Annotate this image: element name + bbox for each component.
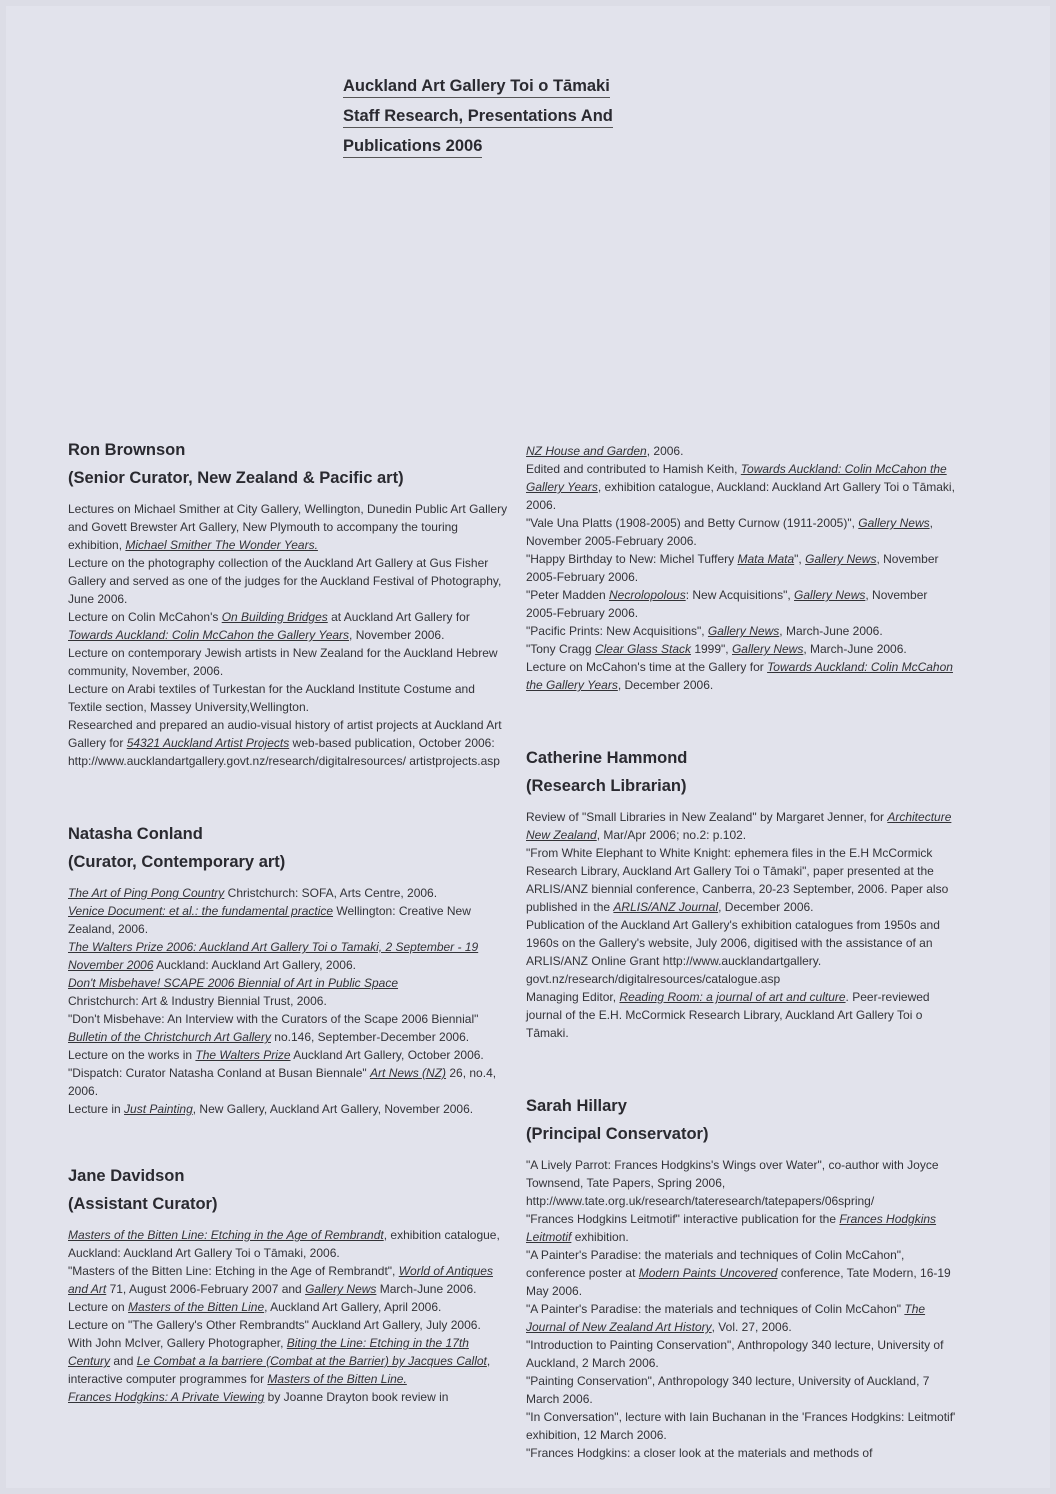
document-page [6, 6, 1050, 1488]
entry: Bulletin of the Christchurch Art Gallery no.146, September-December 2006. [68, 1030, 470, 1044]
left-column [68, 436, 508, 1406]
entry: Lectures on Michael Smither at City Gallery, Wellington, Dunedin Public Art Gallery and Govett Brewster Art Gallery, New Plymouth to accompany the touring exhibition, Michael Smither The Wonder Years. [68, 502, 508, 552]
staff-role: (Principal Conservator) [526, 1125, 709, 1143]
entry: "A Painter's Paradise: the materials and techniques of Colin McCahon", conference poster at Modern Paints Uncovered conference, Tate Modern, 16-19 May 2006. [526, 1248, 951, 1298]
section-ron-brownson [68, 436, 508, 770]
entry: "Masters of the Bitten Line: Etching in the Age of Rembrandt", World of Antiques and Art 71, August 2006-February 2007 and Gallery News March-June 2006. [68, 1264, 493, 1296]
entries [68, 884, 508, 1118]
section-natasha-conland [68, 820, 508, 1118]
entry: "A Lively Parrot: Frances Hodgkins's Wings over Water", co-author with Joyce Townsend, Tate Papers, Spring 2006, http://www.tate.org.uk/research/tateresearch/tatepapers/06spring/ [526, 1158, 939, 1208]
entry: "Tony Cragg Clear Glass Stack 1999", Gallery News, March-June 2006. [526, 642, 907, 656]
staff-role: (Research Librarian) [526, 777, 687, 795]
entry: Lecture on the photography collection of the Auckland Art Gallery at Gus Fisher Gallery and served as one of the judges for the Auckland Festival of Photography, June 2006. [68, 556, 502, 606]
entry: "Vale Una Platts (1908-2005) and Betty Curnow (1911-2005)", Gallery News, November 2005-February 2006. [526, 516, 933, 548]
section-jane-davidson [68, 1162, 508, 1406]
right-column [526, 442, 956, 1462]
entries [526, 1156, 956, 1462]
entry: "Frances Hodgkins: a closer look at the materials and methods of [526, 1446, 873, 1460]
entry: Lecture on Arabi textiles of Turkestan for the Auckland Institute Costume and Textile section, Massey University,Wellington. [68, 682, 475, 714]
section-sarah-hillary [526, 1092, 956, 1462]
entry: Lecture in Just Painting, New Gallery, Auckland Art Gallery, November 2006. [68, 1102, 474, 1116]
entries [68, 1226, 508, 1406]
entries [68, 500, 508, 770]
entry: "Happy Birthday to New: Michel Tuffery Mata Mata", Gallery News, November 2005-February 2006. [526, 552, 939, 584]
staff-role: (Curator, Contemporary art) [68, 853, 286, 871]
entry: The Walters Prize 2006: Auckland Art Gallery Toi o Tamaki, 2 September - 19 November 2006 Auckland: Auckland Art Gallery, 2006. [68, 940, 479, 972]
entry: "Dispatch: Curator Natasha Conland at Busan Biennale" Art News (NZ) 26, no.4, 2006. [68, 1066, 497, 1098]
title-line-1: Auckland Art Gallery Toi o Tāmaki [343, 75, 610, 98]
staff-role: (Senior Curator, New Zealand & Pacific art) [68, 469, 404, 487]
entry: Researched and prepared an audio-visual history of artist projects at Auckland Art Gallery for 54321 Auckland Artist Projects web-based publication, October 2006: [68, 718, 502, 750]
entry: Masters of the Bitten Line: Etching in the Age of Rembrandt, exhibition catalogue, Auckland: Auckland Art Gallery Toi o Tāmaki, 2006. [68, 1228, 500, 1260]
staff-name: Sarah Hillary [526, 1097, 627, 1115]
entry: Christchurch: Art & Industry Biennial Trust, 2006. [68, 994, 327, 1008]
entry: "Don't Misbehave: An Interview with the Curators of the Scape 2006 Biennial" [68, 1012, 479, 1026]
entries [526, 808, 956, 1042]
entry: "Peter Madden Necrolopolous: New Acquisitions", Gallery News, November 2005-February 2006. [526, 588, 928, 620]
staff-role: (Assistant Curator) [68, 1195, 218, 1213]
entry: The Art of Ping Pong Country Christchurch: SOFA, Arts Centre, 2006. [68, 886, 438, 900]
title-line-2: Staff Research, Presentations And [343, 105, 613, 128]
entry: Edited and contributed to Hamish Keith, Towards Auckland: Colin McCahon the Gallery Years, exhibition catalogue, Auckland: Auckland Art Gallery Toi o Tāmaki, 2006. [526, 462, 955, 512]
entry: Don't Misbehave! SCAPE 2006 Biennial of Art in Public Space [68, 976, 399, 990]
staff-name: Jane Davidson [68, 1167, 185, 1185]
entry: "Introduction to Painting Conservation", Anthropology 340 lecture, University of Auckland, 2 March 2006. [526, 1338, 944, 1370]
entry: "Frances Hodgkins Leitmotif" interactive publication for the Frances Hodgkins Leitmotif exhibition. [526, 1212, 937, 1244]
jane-davidson-continued [526, 442, 956, 694]
entry: "Painting Conservation", Anthropology 340 lecture, University of Auckland, 7 March 2006. [526, 1374, 930, 1406]
staff-name: Natasha Conland [68, 825, 203, 843]
staff-name: Catherine Hammond [526, 749, 688, 767]
entry: Managing Editor, Reading Room: a journal of art and culture. Peer-reviewed journal of the E.H. McCormick Research Library, Auckland Art Gallery Toi o Tāmaki. [526, 990, 930, 1040]
entry: With John McIver, Gallery Photographer, Biting the Line: Etching in the 17th Century and Le Combat a la barriere (Combat at the Barrier) by Jacques Callot, interactive computer programmes for Masters of the Bitten Line. [68, 1336, 491, 1386]
entry: Lecture on "The Gallery's Other Rembrandts" Auckland Art Gallery, July 2006. [68, 1318, 481, 1332]
entry: Lecture on the works in The Walters Prize Auckland Art Gallery, October 2006. [68, 1048, 484, 1062]
entry: Publication of the Auckland Art Gallery's exhibition catalogues from 1950s and 1960s on the Gallery's website, July 2006, digitised with the assistance of an ARLIS/ANZ Online Grant http://www.aucklandartgallery. govt.nz/research/digitalresources/catalogue.asp [526, 918, 940, 986]
entry: "Pacific Prints: New Acquisitions", Gallery News, March-June 2006. [526, 624, 883, 638]
entry: Lecture on Colin McCahon's On Building Bridges at Auckland Art Gallery for Towards Auckland: Colin McCahon the Gallery Years, November 2006. [68, 610, 470, 642]
entry: "A Painter's Paradise: the materials and techniques of Colin McCahon" The Journal of New Zealand Art History, Vol. 27, 2006. [526, 1302, 926, 1334]
entry: Lecture on Masters of the Bitten Line, Auckland Art Gallery, April 2006. [68, 1300, 442, 1314]
entry-url: http://www.aucklandartgallery.govt.nz/research/digitalresources/ artistprojects.asp [68, 754, 500, 768]
entry: NZ House and Garden, 2006. [526, 444, 684, 458]
entry: Lecture on contemporary Jewish artists in New Zealand for the Auckland Hebrew community, November, 2006. [68, 646, 498, 678]
entry: Venice Document: et al.: the fundamental practice Wellington: Creative New Zealand, 2006. [68, 904, 471, 936]
entry: "From White Elephant to White Knight: ephemera files in the E.H McCormick Research Library, Auckland Art Gallery Toi o Tāmaki", paper presented at the ARLIS/ANZ biennial conference, Canberra, 20-23 September, 2006. Paper also published in the ARLIS/ANZ Journal, December 2006. [526, 846, 949, 914]
entry: Review of "Small Libraries in New Zealand" by Margaret Jenner, for Architecture New Zealand, Mar/Apr 2006; no.2: p.102. [526, 810, 952, 842]
entry: "In Conversation", lecture with Iain Buchanan in the 'Frances Hodgkins: Leitmotif' exhibition, 12 March 2006. [526, 1410, 956, 1442]
section-catherine-hammond [526, 744, 956, 1042]
title-line-3: Publications 2006 [343, 135, 482, 158]
entry: Frances Hodgkins: A Private Viewing by Joanne Drayton book review in [68, 1390, 449, 1404]
document-title [343, 72, 663, 162]
entry: Lecture on McCahon's time at the Gallery for Towards Auckland: Colin McCahon the Gallery Years, December 2006. [526, 660, 953, 692]
staff-name: Ron Brownson [68, 441, 186, 459]
